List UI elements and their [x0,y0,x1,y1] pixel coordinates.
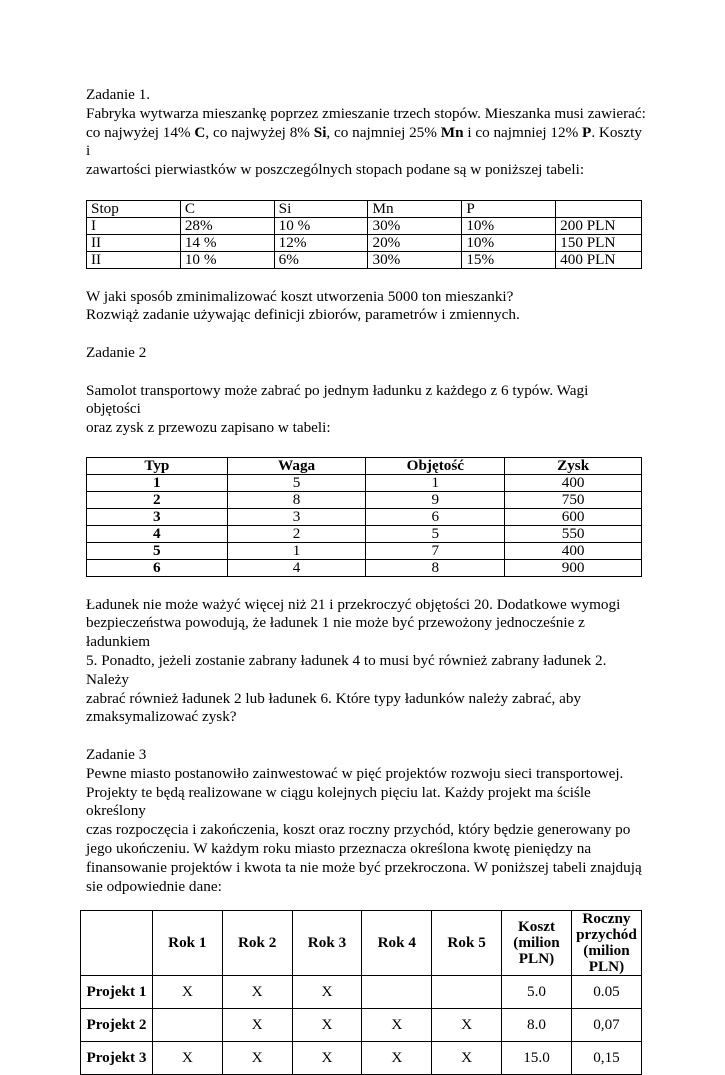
cargo-table-header [87,457,642,474]
task3-text-line-1: Pewne miasto postanowiło zainwestować w pięć projektów rozwoju sieci transportowej. [86,764,624,782]
table-row [87,474,642,491]
table-row [87,559,642,576]
table-row [81,1009,642,1042]
task2-text-line-2: bezpieczeństwa powodują, że ładunek 1 nie może być przewożony jednocześnie z ładunkiem [86,614,585,651]
projects-table-header [81,911,642,976]
task1-intro-line-3: zawartości pierwiastków w poszczególnych stopach podane są w poniższej tabeli: [86,161,585,179]
header-cell: C [180,200,274,217]
table-cell: 5 [227,474,366,491]
header-cell: Rok 1 [152,911,222,976]
table-cell: 750 [505,491,642,508]
table-row [87,217,642,234]
table-cell: 4 [227,559,366,576]
table-cell: 12% [274,234,368,251]
projects-table [80,910,642,1075]
task2-intro-line-1: Samolot transportowy może zabrać po jednym ładunku z każdego z 6 typów. Wagi objętości [86,381,589,418]
table-cell: 0,07 [571,1009,641,1042]
table-cell: 1 [227,542,366,559]
table-cell: 200 PLN [556,217,642,234]
task2-intro-line-2: oraz zysk z przewozu zapisano w tabeli: [86,419,331,437]
task1-question-line-1: W jaki sposób zminimalizować koszt utworzenia 5000 ton mieszanki? [86,287,514,305]
element-si: Si [313,123,327,141]
table-row [87,525,642,542]
table-cell: X [362,1009,432,1042]
table-cell: 10% [462,234,556,251]
header-cell [556,200,642,217]
task2-title: Zadanie 2 [86,343,147,361]
task3-text-line-6: sie odpowiednie dane: [86,877,222,895]
table-cell: 10% [462,217,556,234]
table-cell: X [292,976,362,1009]
table-cell [362,976,432,1009]
table-cell: X [292,1009,362,1042]
table-cell: X [432,1009,502,1042]
task2-text-line-5: zmaksymalizować zysk? [86,708,237,726]
table-row [87,251,642,268]
table-cell: 5.0 [502,976,572,1009]
table-cell: 0,15 [571,1042,641,1075]
table-cell: 8 [227,491,366,508]
table-cell: X [152,976,222,1009]
task1-question-line-2: Rozwiąż zadanie używając definicji zbiorów, parametrów i zmiennych. [86,306,520,324]
header-cell: Waga [227,457,366,474]
task2-text-line-3: 5. Ponadto, jeżeli zostanie zabrany ładunek 4 to musi być również zabrany ładunek 2. Należy [86,651,607,688]
table-cell: Projekt 1 [81,976,153,1009]
table-row [87,542,642,559]
task3-text-line-2: Projekty te będą realizowane w ciągu kolejnych pięciu lat. Każdy projekt ma ściśle określony [86,783,591,820]
table-row [87,234,642,251]
header-cell: Rok 4 [362,911,432,976]
table-cell: 8.0 [502,1009,572,1042]
table-cell: 6% [274,251,368,268]
table-cell: 4 [87,525,228,542]
table-cell: 6 [87,559,228,576]
table-cell: 6 [366,508,505,525]
table-cell [432,976,502,1009]
table-cell: 2 [227,525,366,542]
document-page [86,86,646,1075]
header-cell [81,911,153,976]
header-cell: Rok 5 [432,911,502,976]
task3-text-line-3: czas rozpoczęcia i zakończenia, koszt oraz roczny przychód, który będzie generowany po [86,821,631,839]
header-cell: Rok 3 [292,911,362,976]
header-cell: Koszt (milion PLN) [502,911,572,976]
table-cell: 5 [87,542,228,559]
table-row [81,976,642,1009]
table-cell: 20% [368,234,462,251]
table-cell: 550 [505,525,642,542]
cargo-table [86,457,642,577]
table-cell: 5 [366,525,505,542]
table-cell: 10 % [274,217,368,234]
header-cell: Objętość [366,457,505,474]
table-cell: 900 [505,559,642,576]
alloy-table-header [87,200,642,217]
table-cell: 15.0 [502,1042,572,1075]
table-cell: 14 % [180,234,274,251]
header-cell: Zysk [505,457,642,474]
table-cell: 15% [462,251,556,268]
table-cell: X [292,1042,362,1075]
header-cell: Roczny przychód (milion PLN) [571,911,641,976]
table-cell: 3 [227,508,366,525]
table-cell: X [362,1042,432,1075]
element-p: P [582,123,592,141]
table-cell: 8 [366,559,505,576]
table-row [87,491,642,508]
element-mn: Mn [440,123,464,141]
table-cell: X [222,1009,292,1042]
alloy-table [86,200,642,269]
table-cell: 2 [87,491,228,508]
table-cell: 0.05 [571,976,641,1009]
element-c: C [194,123,206,141]
task3-text-line-5: finansowanie projektów i kwota ta nie może być przekroczona. W poniższej tabeli znajdują [86,858,642,876]
table-cell: X [222,1042,292,1075]
table-row [87,508,642,525]
table-cell: Projekt 3 [81,1042,153,1075]
header-cell: Stop [87,200,181,217]
table-cell: Projekt 2 [81,1009,153,1042]
table-cell: I [87,217,181,234]
header-cell: P [462,200,556,217]
table-cell [152,1009,222,1042]
table-cell: 400 PLN [556,251,642,268]
table-cell: 1 [87,474,228,491]
header-cell: Mn [368,200,462,217]
table-cell: II [87,234,181,251]
task3-text-line-4: jego ukończeniu. W każdym roku miasto przeznacza określona kwotę pieniędzy na [86,839,592,857]
header-cell: Rok 2 [222,911,292,976]
table-cell: 9 [366,491,505,508]
table-cell: X [432,1042,502,1075]
task2-text-line-4: zabrać również ładunek 2 lub ładunek 6. Które typy ładunków należy zabrać, aby [86,689,582,707]
table-cell: 400 [505,542,642,559]
table-cell: 10 % [180,251,274,268]
table-cell: 28% [180,217,274,234]
table-cell: 400 [505,474,642,491]
table-row [81,1042,642,1075]
table-cell: II [87,251,181,268]
task2-text-line-1: Ładunek nie może ważyć więcej niż 21 i przekroczyć objętości 20. Dodatkowe wymogi [86,595,621,613]
task1-intro-line-1: Fabryka wytwarza mieszankę poprzez zmieszanie trzech stopów. Mieszanka musi zawierać: [86,104,646,122]
table-cell: 150 PLN [556,234,642,251]
table-cell: 7 [366,542,505,559]
table-cell: 30% [368,251,462,268]
table-cell: 30% [368,217,462,234]
table-cell: 1 [366,474,505,491]
task1-intro-line-2: co najwyżej 14% C, co najwyżej 8% Si, co najmniej 25% Mn i co najmniej 12% P. Koszty i [86,123,642,160]
table-cell: X [152,1042,222,1075]
header-cell: Si [274,200,368,217]
header-cell: Typ [87,457,228,474]
task3-title: Zadanie 3 [86,745,147,763]
table-cell: 3 [87,508,228,525]
task1-title: Zadanie 1. [86,86,151,103]
table-cell: 600 [505,508,642,525]
table-cell: X [222,976,292,1009]
